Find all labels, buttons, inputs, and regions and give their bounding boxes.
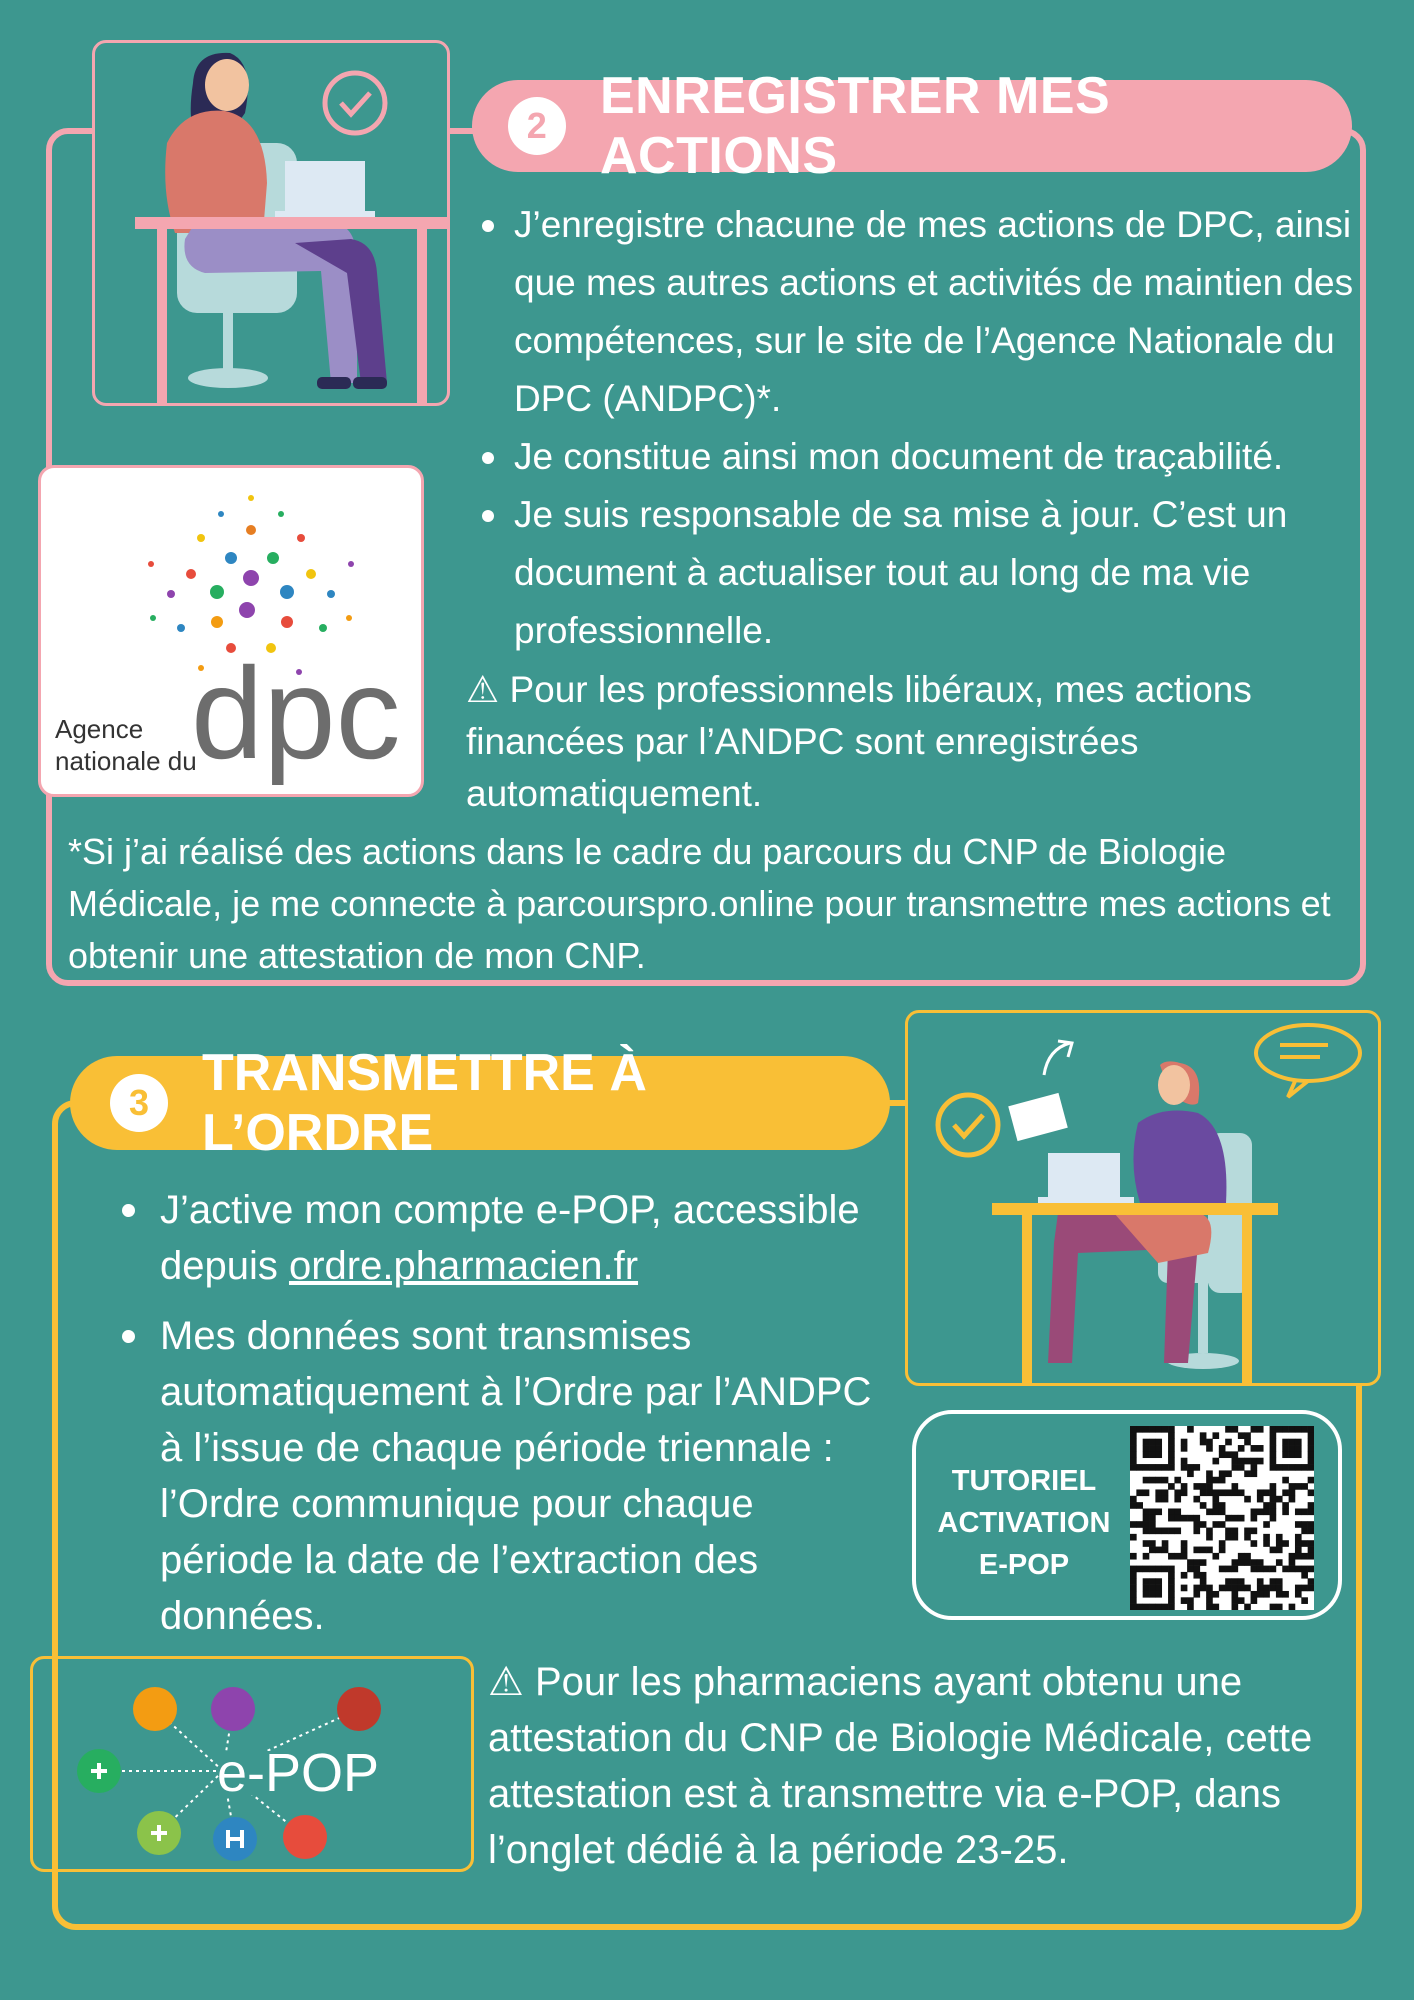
tutorial-qr-box[interactable] bbox=[912, 1410, 1342, 1620]
svg-text:dpc: dpc bbox=[191, 640, 401, 786]
list-item: J’active mon compte e-POP, accessible depuis ordre.pharmacien.fr bbox=[160, 1182, 890, 1294]
section-2-footnote: *Si j’ai réalisé des actions dans le cadre du parcours du CNP de Biologie Médicale, je me connecte à parcourspro.online pour transmettre mes actions et obtenir une attestation de mon CNP. bbox=[68, 831, 1331, 976]
qr-code-icon[interactable] bbox=[1130, 1426, 1314, 1610]
section-2-bullet-list bbox=[474, 196, 1394, 660]
list-item: J’enregistre chacune de mes actions de DPC, ainsi que mes autres actions et activités de maintien des compétences, sur le site de l’Agence Nationale du DPC (ANDPC)*. bbox=[514, 196, 1394, 428]
section-3-header bbox=[70, 1044, 890, 1162]
illustration-woman-sending-mail bbox=[905, 1010, 1381, 1386]
tutorial-label: TUTORIEL ACTIVATION E-POP bbox=[937, 1465, 1111, 1581]
svg-text:Agence: Agence bbox=[55, 714, 144, 744]
svg-text:nationale du: nationale du bbox=[55, 746, 197, 776]
section-2-title: ENREGISTRER MES ACTIONS bbox=[600, 67, 1111, 185]
section-3-bullet-list bbox=[160, 1182, 890, 1658]
list-item: Je suis responsable de sa mise à jour. C’est un document à actualiser tout au long de ma vie professionnelle. bbox=[514, 486, 1394, 660]
epop-logo bbox=[30, 1656, 474, 1872]
step-number-badge: 3 bbox=[110, 1074, 168, 1132]
section-2-header bbox=[472, 67, 1352, 185]
list-item: Je constitue ainsi mon document de traçabilité. bbox=[514, 428, 1394, 486]
section-2-warning: ⚠ Pour les professionnels libéraux, mes actions financées par l’ANDPC sont enregistrées automatiquement. bbox=[466, 669, 1252, 814]
section-3-title: TRANSMETTRE À L’ORDRE bbox=[202, 1044, 647, 1162]
svg-text:e-POP: e-POP bbox=[217, 1743, 380, 1803]
andpc-logo bbox=[38, 465, 424, 797]
section-3-warning: ⚠ Pour les pharmaciens ayant obtenu une attestation du CNP de Biologie Médicale, cette attestation est à transmettre via e-POP, dans l’onglet dédié à la période 23-25. bbox=[488, 1660, 1313, 1872]
ordre-pharmacien-link[interactable]: ordre.pharmacien.fr bbox=[288, 1244, 639, 1288]
list-item: Mes données sont transmises automatiquement à l’Ordre par l’ANDPC à l’issue de chaque période triennale : l’Ordre communique pour chaque période la date de l’extraction des données. bbox=[160, 1308, 890, 1644]
step-number-badge: 2 bbox=[508, 97, 566, 155]
illustration-woman-at-desk bbox=[92, 40, 450, 406]
